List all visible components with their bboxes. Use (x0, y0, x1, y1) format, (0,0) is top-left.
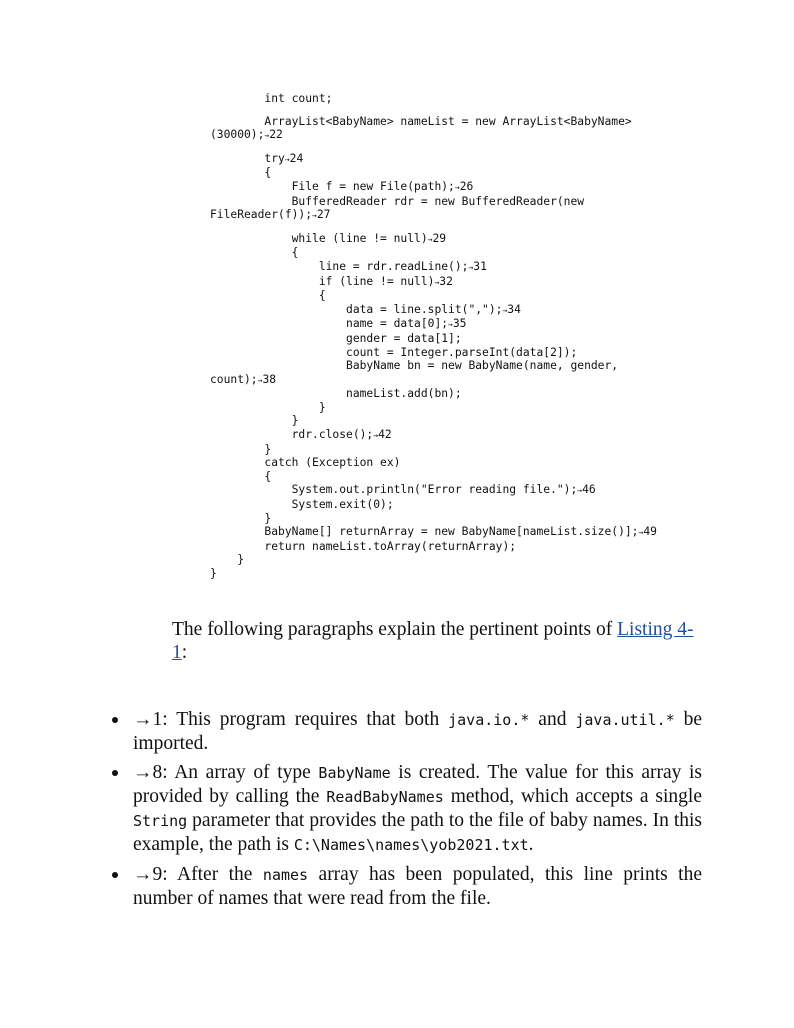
code-line: try→24 (210, 151, 304, 165)
code-line: rdr.close();→42 (210, 428, 392, 442)
arrow-icon: → (577, 486, 583, 496)
code-term: java.io.* (448, 711, 530, 729)
code-term: names (262, 866, 309, 884)
arrow-icon: → (434, 277, 440, 287)
bullet-icon (112, 717, 118, 723)
code-blank-line (210, 223, 710, 232)
code-line: { (210, 289, 326, 303)
code-line: int count; (210, 92, 333, 105)
code-term: C:\Names\names\yob2021.txt (293, 836, 529, 854)
bullet-icon (112, 770, 118, 776)
arrow-icon: → (427, 234, 433, 244)
code-line: (30000);→22 (210, 128, 283, 142)
code-line: BufferedReader rdr = new BufferedReader(new (210, 194, 585, 208)
code-line: File f = new File(path);→26 (210, 179, 474, 193)
code-line: return nameList.toArray(returnArray); (210, 539, 517, 553)
code-line: nameList.add(bn); (210, 387, 462, 401)
code-line: FileReader(f));→27 (210, 208, 331, 222)
code-line: System.out.println("Error reading file.");→46 (210, 483, 596, 497)
code-blank-line (210, 143, 710, 152)
code-line: } (210, 553, 245, 567)
intro-text: The following paragraphs explain the pertinent points of (172, 619, 618, 640)
arrow-icon: → (312, 211, 317, 221)
arrow-icon: → (468, 262, 474, 272)
arrow-icon: → (264, 131, 270, 141)
code-line: BabyName[] returnArray = new BabyName[nameList.size()];→49 (210, 525, 657, 539)
code-line: BabyName bn = new BabyName(name, gender, (210, 359, 619, 373)
list-item: →9: After the names array has been populated, this line prints the number of names that were read from the file. (112, 863, 702, 910)
code-line: count = Integer.parseInt(data[2]); (210, 345, 578, 359)
arrow-icon: → (373, 431, 379, 441)
code-line: count);→38 (210, 372, 277, 386)
code-line: System.exit(0); (210, 498, 394, 512)
intro-colon: : (181, 642, 188, 663)
code-line: } (210, 567, 217, 580)
code-line: } (210, 400, 326, 414)
arrow-icon: → (502, 305, 508, 315)
code-line: catch (Exception ex) (210, 456, 401, 470)
explanation-list (112, 708, 702, 916)
code-line: if (line != null)→32 (210, 274, 453, 288)
code-line: while (line != null)→29 (210, 231, 447, 245)
arrow-icon: → (454, 182, 460, 192)
code-term: ReadBabyNames (326, 788, 444, 806)
code-line: } (210, 414, 299, 428)
code-term: String (133, 812, 188, 830)
code-line: data = line.split(",");→34 (210, 302, 521, 316)
bullet-icon (112, 872, 118, 878)
arrow-icon: → (638, 528, 644, 538)
code-line: gender = data[1]; (210, 331, 462, 345)
code-line: { (210, 166, 272, 180)
code-line: } (210, 442, 272, 456)
code-line: ArrayList<BabyName> nameList = new ArrayList<BabyName> (210, 114, 632, 128)
intro-paragraph (172, 618, 696, 664)
listing-link[interactable]: Listing 4-1 (172, 619, 694, 663)
code-line: { (210, 469, 272, 483)
arrow-icon: → (284, 154, 290, 164)
arrow-icon: → (448, 320, 453, 330)
code-term: BabyName (318, 764, 391, 782)
code-listing (210, 92, 710, 581)
code-line: { (210, 246, 299, 260)
code-line: line = rdr.readLine();→31 (210, 259, 487, 273)
code-blank-line (210, 106, 710, 115)
code-line: name = data[0];→35 (210, 317, 467, 331)
list-item: →1: This program requires that both java.io.* and java.util.* be imported. (112, 708, 702, 755)
list-item: →8: An array of type BabyName is created. The value for this array is provided by calling the ReadBabyNames method, which accepts a single String parameter that provides the path to the file of baby names. In this example, the path is C:\Names\names\yob2021.txt. (112, 761, 702, 857)
code-line: } (210, 511, 272, 525)
arrow-icon: → (257, 375, 263, 385)
code-term: java.util.* (575, 711, 675, 729)
